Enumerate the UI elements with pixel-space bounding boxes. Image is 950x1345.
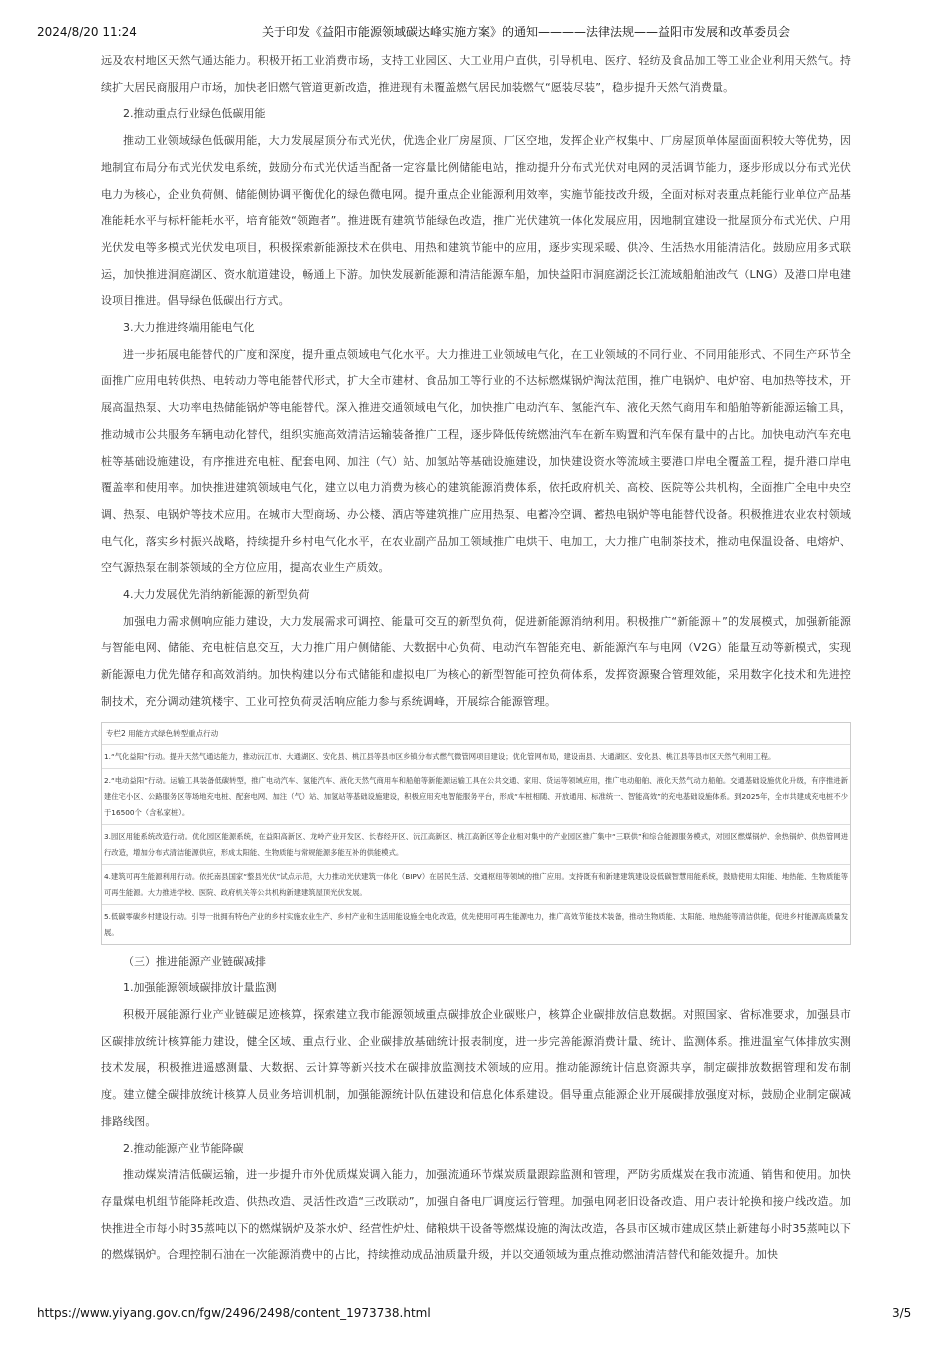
page-number: 3/5: [892, 1306, 912, 1320]
page-url: https://www.yiyang.gov.cn/fgw/2496/2498/content_1973738.html: [37, 1306, 431, 1320]
print-datetime: 2024/8/20 11:24: [37, 25, 137, 39]
subheading: 2.推动能源产业节能降碳: [123, 1141, 244, 1155]
print-page-title: 关于印发《益阳市能源领域碳达峰实施方案》的通知————法律法规——益阳市发展和改革委员会: [262, 25, 791, 39]
feature-box-title: 专栏2 用能方式绿色转型重点行动: [102, 723, 850, 745]
feature-box-row: 5.低碳零碳乡村建设行动。引导一批拥有特色产业的乡村实施农业生产、乡村产业和生活用能设施全电化改造，优先使用可再生能源电力，推广高效节能技术装备，推动生物质能、太阳能、地热能等清洁供能，促进乡村能源高质量发展。: [104, 911, 848, 937]
paragraph: 推动煤炭清洁低碳运输，进一步提升市外优质煤炭调入能力，加强流通环节煤炭质量跟踪监测和管理，严防劣质煤炭在我市流通、销售和使用。加快存量煤电机组节能降耗改造、供热改造、灵活性改造“三改联动”，加强自备电厂调度运行管理。加强电网老旧设备改造、用户表计轮换和接户线改造。加快推进全市每小时35蒸吨以下的燃煤锅炉及茶水炉、经营性炉灶、储粮烘干设备等燃煤设施的淘汰改造，各县市区城市建成区禁止新建每小时35蒸吨以下的燃煤锅炉。合理控制石油在一次能源消费中的占比，持续推动成品油质量升级，并以交通领域为重点推动燃油清洁替代和能效提升。加快: [101, 1168, 851, 1262]
paragraph: 进一步拓展电能替代的广度和深度，提升重点领域电气化水平。大力推进工业领域电气化，在工业领域的不同行业、不同用能形式、不同生产环节全面推广应用电转供热、电转动力等电能替代形式，扩大全市建材、食品加工等行业的不达标燃煤锅炉淘汰范围，推广电锅炉、电炉窑、电加热等技术，开展高温热泵、大功率电热储能锅炉等电能替代。深入推进交通领域电气化，加快推广电动汽车、氢能汽车、液化天然气商用车和船舶等新能源运输工具，推动城市公共服务车辆电动化替代，组织实施高效清洁运输装备推广工程，逐步降低传统燃油汽车在新车购置和汽车保有量中的占比。加快电动汽车充电桩等基础设施建设，有序推进充电桩、配套电网、加注（气）站、加氢站等基础设施建设，加快建设资水等流域主要港口岸电全覆盖工程，提升港口岸电覆盖率和使用率。加快推进建筑领域电气化，建立以电力消费为核心的建筑能源消费体系，依托政府机关、高校、医院等公共机构，全面推广全电中央空调、热泵、电锅炉等技术应用。在城市大型商场、办公楼、酒店等建筑推广应用热泵、电蓄冷空调、蓄热电锅炉等电能替代设备。积极推进农业农村领域电气化，落实乡村振兴战略，持续提升乡村电气化水平，在农业副产品加工领域推广电烘干、电加工，大力推广电制茶技术，推动电保温设备、电熔炉、空气源热泵在制茶领域的全方位应用，提高农业生产质效。: [101, 347, 851, 575]
subheading: 3.大力推进终端用能电气化: [123, 321, 255, 335]
print-header: [0, 0, 950, 39]
paragraph: 加强电力需求侧响应能力建设，大力发展需求可调控、能量可交互的新型负荷，促进新能源消纳利用。积极推广“新能源＋”的发展模式，加强新能源与智能电网、储能、充电桩信息交互，大力推广用户侧储能、大数据中心负荷、电动汽车智能充电、新能源汽车与电网（V2G）能量互动等新模式，实现新能源电力优先储存和高效消纳。加快构建以分布式储能和虚拟电厂为核心的新型智能可控负荷体系，发挥资源聚合管理效能，采用数字化技术和先进控制技术，充分调动建筑楼宇、工业可控负荷灵活响应能力参与系统调峰，开展综合能源管理。: [101, 614, 851, 708]
feature-box-row: 3.园区用能系统改造行动。优化园区能源系统，在益阳高新区、龙岭产业开发区、长春经开区、沅江高新区、桃江高新区等企业相对集中的产业园区推广集中“三联供”和综合能源服务模式，对园区燃煤锅炉、余热锅炉、供热管网进行改造，增加分布式清洁能源供应，形成太阳能、生物质能与常规能源多能互补的供能模式。: [102, 825, 850, 865]
paragraph: 远及农村地区天然气通达能力。积极开拓工业消费市场，支持工业园区、大工业用户直供，引导机电、医疗、轻纺及食品加工等工业企业利用天然气。持续扩大居民商服用户市场，加快老旧燃气管道更新改造，推进现有未覆盖燃气居民加装燃气“愿装尽装”，稳步提升天然气消费量。: [101, 54, 851, 94]
feature-box-row: 1.“气化益阳”行动。提升天然气通达能力，推动沅江市、大通湖区、安化县、桃江县等县市区乡镇分布式燃气微管网项目建设；优化管网布局，建设南县、大通湖区、安化县、桃江县等县市区天然气利用工程。: [102, 745, 850, 769]
paragraph: 推动工业领域绿色低碳用能，大力发展屋顶分布式光伏，优选企业厂房屋顶、厂区空地，发挥企业产权集中、厂房屋顶单体屋面面积较大等优势，因地制宜布局分布式光伏发电系统，鼓励分布式光伏适当配备一定容量比例储能电站，推动提升分布式光伏对电网的灵活调节能力，逐步形成以分布式光伏电力为核心，企业负荷侧、储能侧协调平衡优化的绿色微电网。提升重点企业能源利用效率，实施节能技改升级，全面对标对表重点耗能行业单位产品基准能耗水平与标杆能耗水平，培育能效“领跑者”。推进既有建筑节能绿色改造，推广光伏建筑一体化发展应用，因地制宜建设一批屋顶分布式光伏、户用光伏发电等多模式光伏发电项目，积极探索新能源技术在供电、用热和建筑节能中的应用，逐步实现采暖、供冷、生活热水用能清洁化。鼓励应用多式联运，加快推进洞庭湖区、资水航道建设，畅通上下游。加快发展新能源和清洁能源车船，加快益阳市洞庭湖泛长江流域船舶油改气（LNG）及港口岸电建设项目推进。倡导绿色低碳出行方式。: [101, 134, 851, 308]
paragraph: 积极开展能源行业产业链碳足迹核算，探索建立我市能源领域重点碳排放企业碳账户，核算企业碳排放信息数据。对照国家、省标准要求，加强县市区碳排放统计核算能力建设，健全区域、重点行业、企业碳排放基础统计报表制度，进一步完善能源消费计量、统计、监测体系。推进温室气体排放实测技术发展，积极推进遥感测量、大数据、云计算等新兴技术在碳排放监测技术领域的应用。推动能源统计信息资源共享，制定碳排放数据管理和发布制度。建立健全碳排放统计核算人员业务培训机制，加强能源统计队伍建设和信息化体系建设。倡导重点能源企业开展碳排放强度对标，鼓励企业制定碳减排路线图。: [101, 1007, 851, 1128]
feature-box-row: 4.建筑可再生能源利用行动。依托南县国家“整县光伏”试点示范，大力推动光伏建筑一体化（BIPV）在居民生活、交通枢纽等领域的推广应用。支持既有和新建建筑建设设低碳智慧用能系统，鼓励使用太阳能、地热能、生物质能等可再生能源。大力推进学校、医院、政府机关等公共机构新建建筑屋顶光伏发展。: [102, 865, 850, 905]
article-content: [101, 48, 851, 1269]
section-heading: （三）推进能源产业链碳减排: [123, 954, 266, 968]
subheading: 1.加强能源领域碳排放计量监测: [123, 981, 277, 995]
feature-box-row: 2.“电动益阳”行动。运输工具装备低碳转型，推广电动汽车、氢能汽车、液化天然气商用车和船舶等新能源运输工具在公共交通、家用、货运等领域应用，推广电动船舶、液化天然气动力船舶。交通基础设施优化升级，有序推进新建住宅小区、公路服务区等场地充电桩、配套电网、加注（气）站、加氢站等基础设施建设，积极应用充电智能服务平台，形成“车桩相随、开放通用、标准统一、智能高效”的充电基础设施体系。到2025年，全市共建成充电桩不少于16500个（含私家桩）。: [102, 769, 850, 825]
subheading: 2.推动重点行业绿色低碳用能: [123, 107, 266, 121]
subheading: 4.大力发展优先消纳新能源的新型负荷: [123, 588, 310, 602]
feature-box: [101, 722, 851, 945]
